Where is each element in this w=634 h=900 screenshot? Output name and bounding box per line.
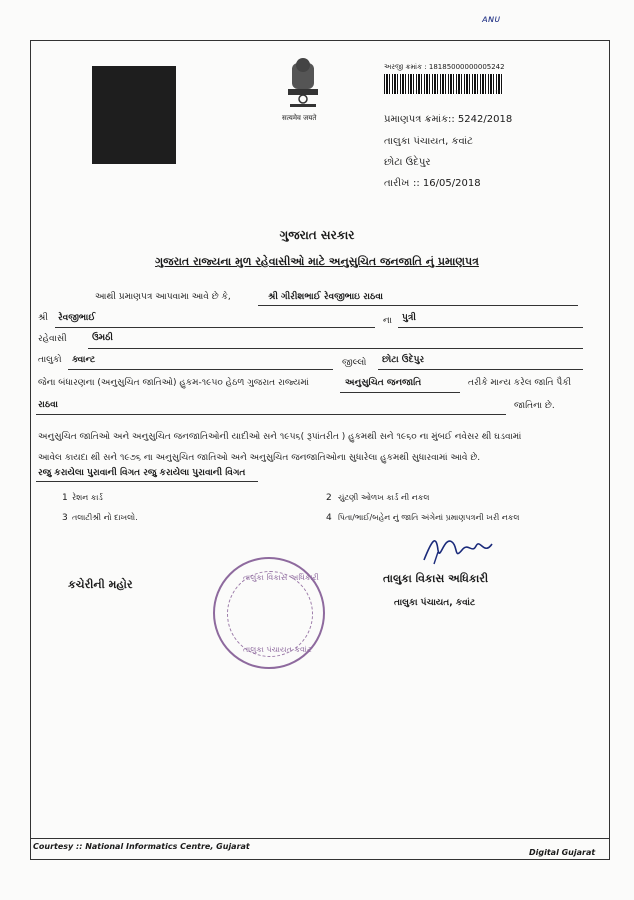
cert-no: :: 5242/2018 — [448, 114, 513, 125]
evidence-item-2: ચુંટણી ઓળખ કાર્ડ ની નકલ — [338, 493, 430, 502]
stamp-text-bottom: તાલુકા પંચાયત કવાંટ — [243, 645, 312, 654]
intro-text: આથી પ્રમાણપત્ર આપવામા આવે છે કે, — [95, 292, 231, 302]
holder-name-line — [258, 305, 578, 306]
evidence-heading: રજુ કરાયેલા પુરાવાની વિગત રજુ કરાયેલા પુરાવાની વિગત — [38, 468, 246, 478]
cert-no-label: પ્રમાણપત્ર ક્રમાંક — [384, 114, 449, 125]
taluka-line — [68, 369, 333, 370]
government-title: ગુજરાત સરકાર — [279, 228, 355, 242]
footer-brand: Digital Gujarat — [529, 848, 596, 857]
caste-suffix: જાતિના છે. — [514, 401, 555, 411]
issue-date: :: 16/05/2018 — [413, 178, 481, 189]
evidence-num-2: 2 — [326, 493, 332, 503]
handwritten-mark: ᴀɴᴜ — [482, 14, 500, 25]
footer-courtesy: Courtesy :: National Informatics Centre, Gujarat — [33, 842, 250, 851]
relation-line — [398, 327, 583, 328]
officer-signature — [418, 530, 498, 570]
national-emblem-icon — [278, 55, 328, 115]
issuing-office: તાલુકા પંચાયત, કવાંટ — [384, 136, 474, 147]
na-label: ના — [383, 316, 392, 326]
order-text: જેના બંધારણના (અનુસુચિત જાતિઓ) હુકમ-૧૯૫૦ હેઠળ ગુજરાત રાજ્યમાં — [38, 378, 309, 388]
holder-name: શ્રી ગીરીશભાઈ રેવજીભાઇ રાઠવા — [268, 292, 384, 302]
taluka-label: તાલુકો — [38, 355, 62, 365]
barcode — [384, 74, 504, 94]
district-line — [378, 369, 583, 370]
office-seal-label: કચેરીની મહોર — [68, 578, 133, 591]
parent-name-line — [55, 327, 375, 328]
office-seal-stamp — [213, 557, 325, 669]
applicant-photo — [92, 66, 176, 164]
officer-title: તાલુકા વિકાસ અધિકારી — [383, 572, 489, 585]
legal-paragraph — [38, 427, 598, 469]
stamp-text-top: તાલુકા વિકાસ અધિકારી — [243, 573, 319, 582]
legal-paragraph-line-2: આવેલ કાયદા થી સને ૧૯૭૬ ના અનુસુચિત જાતિઓ અને અનુસુચિત જનજાતિઓના સુધારેલા હુકમથી સુધારવામાં આવે છે. — [38, 453, 481, 463]
date-label: તારીખ — [384, 178, 410, 189]
resident-label: રહેવાસી — [38, 334, 67, 344]
evidence-num-4: 4 — [326, 513, 332, 523]
legal-paragraph-line-1: અનુસુચિત જાતિઓ અને અનુસુચિત જનજાતિઓની યાદીઓ સને ૧૯૫૬( રૂપાંતરીત ) હુકમથી સને ૧૯૬૦ ના મુંબઈ નવેસર થી ઘડવામાં — [38, 432, 522, 442]
shri-label: શ્રી — [38, 313, 48, 323]
district-label: જીલ્લો — [342, 358, 367, 368]
evidence-item-1: રેશન કાર્ડ — [72, 493, 103, 502]
certificate-title: ગુજરાત રાજ્યના મુળ રહેવાસીઓ માટે અનુસુચિત જનજાતિ નું પ્રમાણપત્ર — [155, 255, 479, 268]
evidence-item-4: પિતા/ભાઈ/બહેન નું જાતિ અંગેનાં પ્રમાણપત્રની ખરી નકલ — [338, 513, 520, 522]
emblem-caption: सत्यमेव जयते — [282, 114, 317, 122]
evidence-num-3: 3 — [62, 513, 68, 523]
taluka: ક્વાન્ટ — [72, 355, 96, 365]
category-line — [340, 392, 460, 393]
evidence-heading-underline — [36, 481, 258, 482]
village: ઉમઠી — [92, 333, 113, 343]
village-line — [88, 348, 583, 349]
relation: પુત્રી — [402, 313, 416, 323]
caste: રાઠવા — [38, 400, 58, 410]
officer-office: તાલુકા પંચાયત, કવાંટ — [394, 598, 476, 608]
parent-name: રેવજીભાઈ — [58, 313, 96, 323]
recognized-text: તરીકે માન્ય કરેલ જાતિ પૈકી — [468, 378, 572, 388]
issuing-district: છોટા ઉદેપુર — [384, 157, 431, 168]
evidence-num-1: 1 — [62, 493, 68, 503]
district: છોટા ઉદેપુર — [382, 355, 425, 365]
application-number: અરજી ક્રમાંક : 18185000000005242 — [384, 63, 505, 71]
category: અનુસુચિત જનજાતિ — [345, 378, 422, 388]
evidence-item-3: તલાટીશ્રી નો દાખલો. — [72, 513, 138, 522]
caste-line — [36, 414, 506, 415]
